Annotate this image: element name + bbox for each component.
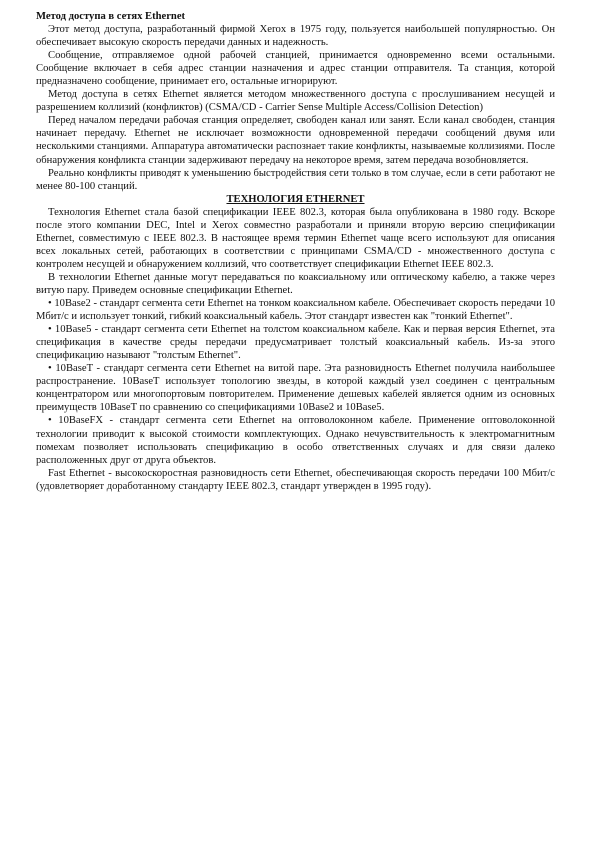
paragraph: Перед началом передачи рабочая станция определяет, свободен канал или занят. Если канал свободен, станция начинает передачу. Ethernet не исключает возможности одновременной передачи сообщений двумя или несколькими станциями. Аппаратура автоматически распознает такие конфликты, называемые коллизиями. После обнаружения конфликта станции задерживают передачу на некоторое время, затем передача возобновляется. [36,115,555,166]
spec-list-item: • 10BaseT - стандарт сегмента сети Ethernet на витой паре. Эта разновидность Ethernet получила наибольшее распространение. 10BaseT использует топологию звезды, в которой каждый узел соединен с центральным концентратором или многопортовым повторителем. Применение дешевых кабелей является одним из основных преимуществ 10BaseT по сравнению со спецификациями 10Base2 и 10Base5. [36,363,555,414]
paragraph: Реально конфликты приводят к уменьшению быстродействия сети только в том случае, если в сети работают не менее 80-100 станций. [36,167,555,192]
spec-list-item: • 10Base2 - стандарт сегмента сети Ethernet на тонком коаксиальном кабеле. Обеспечивает скорость передачи 10 Мбит/с и использует тонкий, гибкий коаксиальный кабель. Этот стандарт известен как "тонкий Ethernet". [36,298,555,323]
paragraph: Метод доступа в сетях Ethernet является методом множественного доступа с прослушиванием несущей и разрешением коллизий (конфликтов) (CSMA/CD - Carrier Sense Multiple Access/Collision Detection) [36,89,555,114]
document-heading: Метод доступа в сетях Ethernet [36,11,186,22]
paragraph: В технологии Ethernet данные могут передаваться по коаксиальному или оптическому кабелю, а также через витую пару. Приведем основные спецификации Ethernet. [36,271,555,296]
paragraph: Технология Ethernet стала базой спецификации IEEE 802.3, которая была опубликована в 1980 году. Вскоре после этого компании DEC, Intel и Xerox совместно разработали и приняли вторую версию спецификации Ethernet, совместимую с IEEE 802.3. В настоящее время термин Ethernet чаще всего используют для описания всех локальных сетей, работающих в соответствии с принципами CSMA/CD - множественного доступа с контролем несущей и обнаружением коллизий, что соответствует спецификации Ethernet IEEE 802.3. [36,206,555,270]
paragraph: Сообщение, отправляемое одной рабочей станцией, принимается одновременно всеми остальными. Сообщение включает в себя адрес станции назначения и адрес станции отправителя. Та станция, которой предназначено сообщение, принимает его, остальные игнорируют. [36,50,555,88]
paragraph: Этот метод доступа, разработанный фирмой Xerox в 1975 году, пользуется наибольшей популярностью. Он обеспечивает высокую скорость передачи данных и надежность. [36,24,555,49]
closing-paragraph: Fast Ethernet - высокоскоростная разновидность сети Ethernet, обеспечивающая скорость передачи 100 Мбит/с (удовлетворяет доработанному стандарту IEEE 802.3, стандарт утвержден в 1995 году). [36,467,555,492]
section-title: ТЕХНОЛОГИЯ ETHERNET [226,193,365,205]
spec-list-item: • 10Base5 - стандарт сегмента сети Ethernet на толстом коаксиальном кабеле. Как и первая версия Ethernet, эта спецификация в качестве среды передачи предусматривает толстый коаксиальный кабель. Из-за этого спецификацию называют "толстым Ethernet". [36,324,555,362]
spec-list-item: • 10BaseFX - стандарт сегмента сети Ethernet на оптоволоконном кабеле. Применение оптоволоконной технологии приводит к высокой стоимости комплектующих. Однако нечувствительность к электромагнитным помехам позволяет использовать спецификацию в особо ответственных случаях и для связи далеко расположенных друг от друга объектов. [36,415,555,466]
